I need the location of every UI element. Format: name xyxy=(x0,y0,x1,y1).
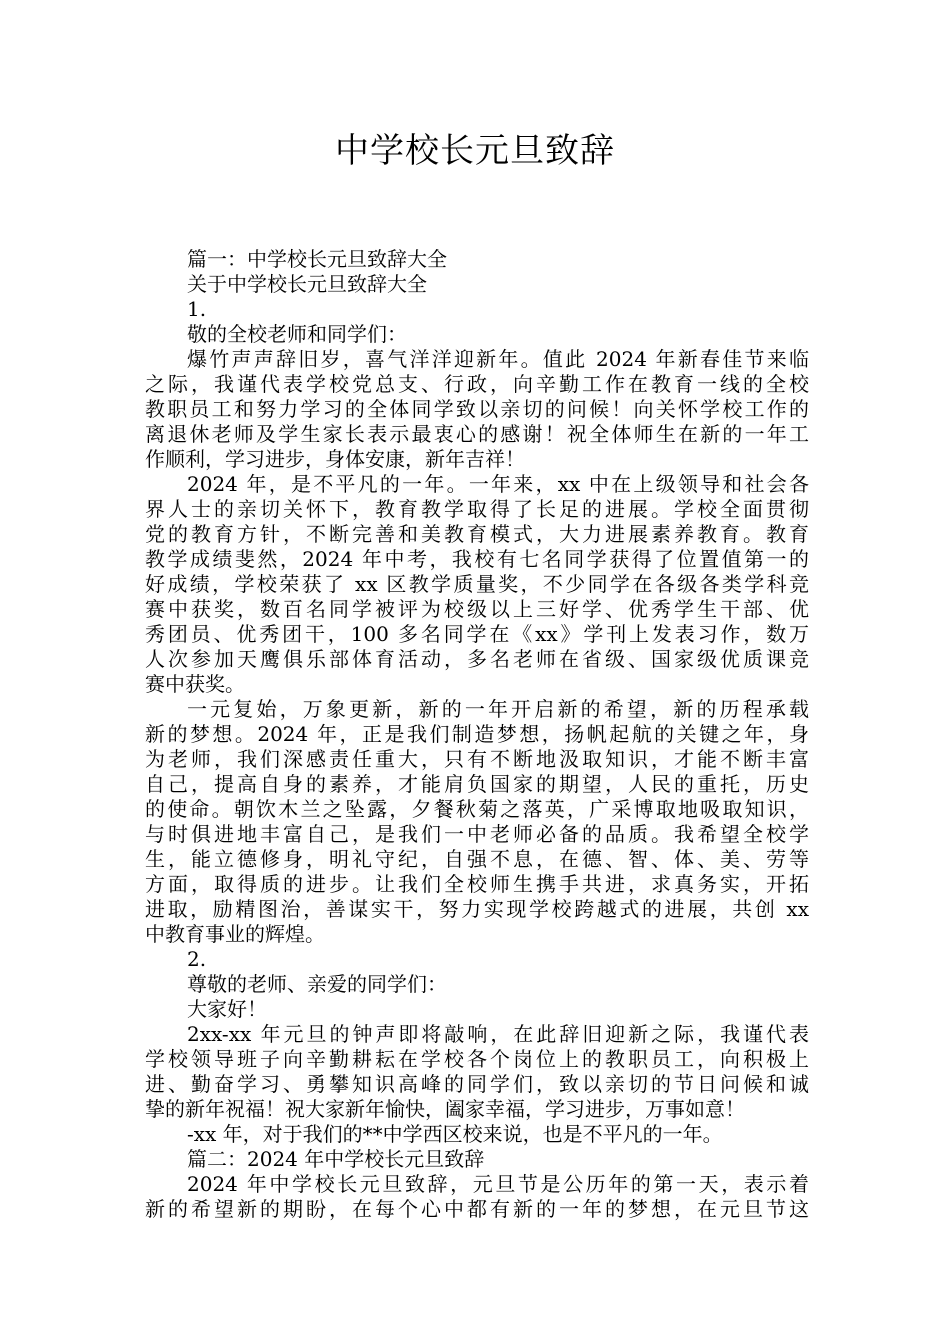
text-line: 离退休老师及学生家长表示最衷心的感谢！祝全体师生在新的一年工 xyxy=(145,422,809,446)
text-line: 界人士的亲切关怀下，教育教学取得了长足的进展。学校全面贯彻 xyxy=(145,497,809,521)
text-line: 进、勤奋学习、勇攀知识高峰的同学们，致以亲切的节日问候和诚 xyxy=(145,1072,809,1096)
document-body xyxy=(145,247,809,1222)
text-line: 教职员工和努力学习的全体同学致以亲切的问候！向关怀学校工作的 xyxy=(145,397,809,421)
text-line: 好成绩，学校荣获了 xx 区教学质量奖，不少同学在各级各类学科竞 xyxy=(145,572,809,596)
text-line: 关于中学校长元旦致辞大全 xyxy=(187,272,427,296)
text-line: 挚的新年祝福！祝大家新年愉快，阖家幸福，学习进步，万事如意！ xyxy=(145,1097,745,1121)
text-line: 2024 年，是不平凡的一年。一年来，xx 中在上级领导和社会各 xyxy=(187,472,809,496)
text-line: 进取，励精图治，善谋实干，努力实现学校跨越式的进展，共创 xx xyxy=(145,897,809,921)
text-line: 一元复始，万象更新，新的一年开启新的希望，新的历程承载 xyxy=(187,697,809,721)
text-line: 人次参加天鹰俱乐部体育活动，多名老师在省级、国家级优质课竞 xyxy=(145,647,809,671)
text-line: 中教育事业的辉煌。 xyxy=(145,922,325,946)
text-line: 篇二：2024 年中学校长元旦致辞 xyxy=(187,1147,485,1171)
text-line: 作顺利，学习进步，身体安康，新年吉祥！ xyxy=(145,447,525,471)
text-line: 2024 年中学校长元旦致辞，元旦节是公历年的第一天，表示着 xyxy=(187,1172,809,1196)
text-line: 秀团员、优秀团干，100 多名同学在《xx》学刊上发表习作，数万 xyxy=(145,622,809,646)
text-line: 2. xyxy=(187,947,207,971)
text-line: 赛中获奖。 xyxy=(145,672,245,696)
text-line: 爆竹声声辞旧岁，喜气洋洋迎新年。值此 2024 年新春佳节来临 xyxy=(187,347,809,371)
text-line: -xx 年，对于我们的**中学西区校来说，也是不平凡的一年。 xyxy=(187,1122,723,1146)
text-line: 赛中获奖，数百名同学被评为校级以上三好学、优秀学生干部、优 xyxy=(145,597,809,621)
document-title: 中学校长元旦致辞 xyxy=(335,131,615,171)
text-line: 为老师，我们深感责任重大，只有不断地汲取知识，才能不断丰富 xyxy=(145,747,809,771)
text-line: 党的教育方针，不断完善和美教育模式，大力进展素养教育。教育 xyxy=(145,522,809,546)
text-line: 1. xyxy=(187,297,207,321)
text-line: 新的希望新的期盼，在每个心中都有新的一年的梦想，在元旦节这 xyxy=(145,1197,809,1221)
text-line: 尊敬的老师、亲爱的同学们： xyxy=(187,972,447,996)
text-line: 自己，提高自身的素养，才能肩负国家的期望，人民的重托，历史 xyxy=(145,772,809,796)
text-line: 大家好！ xyxy=(187,997,267,1021)
text-line: 教学成绩斐然，2024 年中考，我校有七名同学获得了位置值第一的 xyxy=(145,547,809,571)
text-line: 之际，我谨代表学校党总支、行政，向辛勤工作在教育一线的全校 xyxy=(145,372,809,396)
text-line: 敬的全校老师和同学们： xyxy=(187,322,407,346)
text-line: 2xx-xx 年元旦的钟声即将敲响，在此辞旧迎新之际，我谨代表 xyxy=(187,1022,809,1046)
text-line: 方面，取得质的进步。让我们全校师生携手共进，求真务实，开拓 xyxy=(145,872,809,896)
text-line: 篇一：中学校长元旦致辞大全 xyxy=(187,247,447,271)
text-line: 学校领导班子向辛勤耕耘在学校各个岗位上的教职员工，向积极上 xyxy=(145,1047,809,1071)
text-line: 与时俱进地丰富自己，是我们一中老师必备的品质。我希望全校学 xyxy=(145,822,809,846)
text-line: 的使命。朝饮木兰之坠露，夕餐秋菊之落英，广采博取地吸取知识， xyxy=(145,797,809,821)
text-line: 新的梦想。2024 年，正是我们制造梦想，扬帆起航的关键之年，身 xyxy=(145,722,809,746)
text-line: 生，能立德修身，明礼守纪，自强不息，在德、智、体、美、劳等 xyxy=(145,847,809,871)
